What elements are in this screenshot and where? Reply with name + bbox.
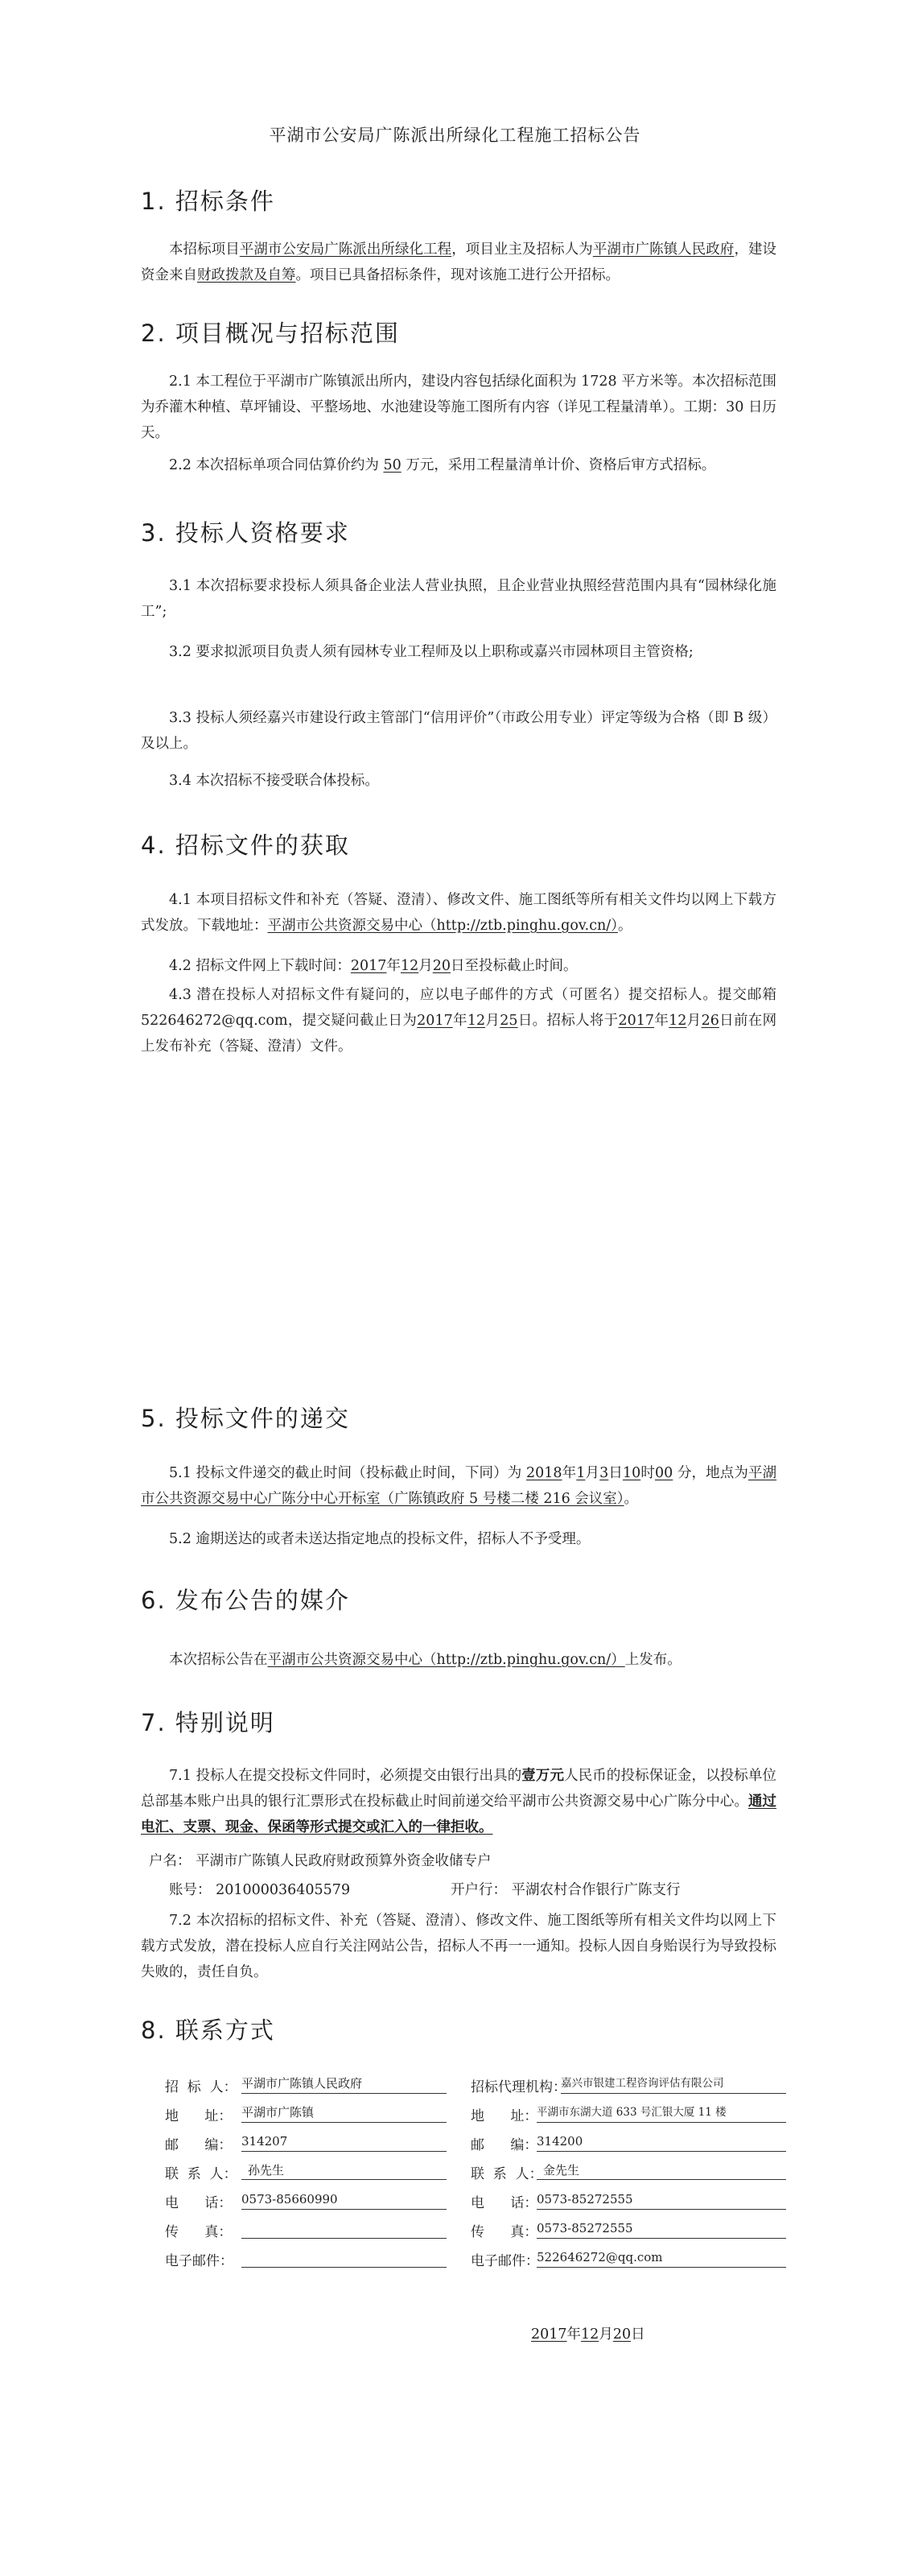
- contact-label: 地 址：: [471, 2108, 538, 2124]
- text-span: 4.2 招标文件网上下载时间：: [169, 958, 351, 974]
- text-span: 日: [517, 1013, 533, 1029]
- project-name: 平湖市公安局广陈派出所绿化工程: [239, 242, 452, 258]
- date-year: 2017: [618, 1013, 655, 1029]
- contact-row: [165, 2244, 793, 2273]
- text-span: 日: [631, 2326, 645, 2343]
- contact-row: [165, 2099, 793, 2128]
- section-5-para-1: [141, 1460, 776, 1512]
- section-8-heading: 8. 联系方式: [141, 2017, 275, 2044]
- contact-value: 314207: [241, 2132, 447, 2152]
- contact-label: 传 真：: [471, 2224, 538, 2240]
- contact-value: [241, 2248, 447, 2268]
- section-4-para-3: [141, 982, 776, 1059]
- contact-value: 金先生: [537, 2161, 786, 2180]
- contact-value: 522646272@qq.com: [537, 2248, 786, 2268]
- bank-name: 开户行： 平湖农村合作银行广陈支行: [451, 1882, 681, 1898]
- section-7-para-1: [141, 1763, 776, 1840]
- text-span: 年: [654, 1013, 669, 1029]
- contact-row: [165, 2070, 793, 2099]
- text-span: 时: [640, 1465, 655, 1481]
- section-3-para-4: 3.4 本次招标不接受联合体投标。: [169, 773, 379, 789]
- text-span: 7.1 投标人在提交投标文件同时，必须提交由银行出具的: [169, 1768, 522, 1784]
- section-4-para-1: [141, 887, 776, 939]
- text-span: 人民币的投标保证金，以投标单位总部基本账户出具的银行汇票形式在投标截止时间前递交给平湖市公共资源交易中心广陈分中心。: [141, 1768, 777, 1810]
- date-year: 2017: [417, 1013, 453, 1029]
- section-5-heading: 5. 投标文件的递交: [141, 1405, 350, 1432]
- section-4-heading: 4. 招标文件的获取: [141, 832, 350, 859]
- document-title: 平湖市公安局广陈派出所绿化工程施工招标公告: [269, 126, 641, 145]
- contact-value: 0573-85272555: [537, 2219, 786, 2239]
- text-span: 月: [485, 1013, 500, 1029]
- date-day: 26: [701, 1013, 719, 1029]
- contact-label: 电子邮件：: [165, 2253, 233, 2269]
- text-span: 4.3 潜在投标人对招标文件有疑问的，应以电子邮件的方式（可匿名）提交招标人。提交邮箱 522646272@qq.com，提交疑问截止日为: [141, 987, 776, 1029]
- contact-row: [165, 2186, 793, 2215]
- contact-label: 邮 编：: [471, 2137, 538, 2153]
- time-hour: 10: [623, 1465, 641, 1481]
- date-year: 2017: [350, 958, 387, 974]
- text-span: 年: [566, 2326, 582, 2343]
- text-span: 年: [562, 1465, 577, 1481]
- download-link[interactable]: 平湖市公共资源交易中心（http://ztb.pinghu.gov.cn/）: [267, 918, 618, 934]
- text-span: 日前在网上发布补充（答疑、澄清）文件。: [141, 1013, 777, 1055]
- contact-value: 314200: [537, 2132, 786, 2152]
- section-2-para-2: [141, 452, 776, 478]
- section-6-text: [141, 1647, 776, 1673]
- section-5-para-2: 5.2 逾期送达的或者未送达指定地点的投标文件，招标人不予受理。: [169, 1531, 591, 1547]
- contact-label: 地 址：: [165, 2108, 233, 2124]
- section-3-para-2: 3.2 要求拟派项目负责人须有园林专业工程师及以上职称或嘉兴市园林项目主管资格;: [169, 644, 694, 660]
- text-span: 分，地点为: [673, 1465, 748, 1481]
- contact-label: 联 系 人：: [471, 2166, 543, 2182]
- submission-place: 平湖市公共资源交易中心广陈分中心开标室（广陈镇政府 5 号楼二楼 216 会议室）: [141, 1465, 777, 1507]
- date-month: 1: [576, 1465, 586, 1481]
- contact-value: 平湖市东湖大道 633 号汇银大厦 11 楼: [537, 2103, 786, 2123]
- text-span: 月: [585, 1465, 600, 1481]
- section-1-text: [141, 237, 776, 288]
- text-span: 年: [452, 1013, 467, 1029]
- account-number: 账号： 201000036405579: [169, 1882, 351, 1898]
- section-3-para-3: 3.3 投标人须经嘉兴市建设行政主管部门“信用评价”（市政公用专业）评定等级为合格（即 B 级）及以上。: [141, 710, 776, 752]
- date-day: 20: [612, 2326, 632, 2343]
- text-span: ，项目业主及招标人为: [451, 242, 593, 258]
- text-span: 万元，采用工程量清单计价、资格后审方式招标。: [401, 457, 716, 473]
- text-span: 4.1 本项目招标文件和补充（答疑、澄清）、修改文件、施工图纸等所有相关文件均以网上下载方式发放。下载地址：: [141, 892, 776, 934]
- text-span: ，建设资金来自: [141, 242, 777, 283]
- text-span: 。招标人将于: [532, 1013, 619, 1029]
- date-month: 12: [400, 958, 419, 974]
- section-3-heading: 3. 投标人资格要求: [141, 519, 350, 547]
- contact-table: [165, 2070, 793, 2273]
- date-month: 12: [467, 1013, 486, 1029]
- section-2-para-1: 2.1 本工程位于平湖市广陈镇派出所内，建设内容包括绿化面积为 1728 平方米等。本次招标范围为乔灌木种植、草坪铺设、平整场地、水池建设等施工图所有内容（详见工程量清单）。工期：30 日历天。: [141, 374, 776, 441]
- estimated-amount: 50: [383, 457, 401, 473]
- section-1-heading: 1. 招标条件: [141, 188, 275, 215]
- text-span: 。: [624, 1491, 639, 1507]
- rejection-note: 通过电汇、支票、现金、保函等形式提交或汇入的一律拒收。: [141, 1794, 777, 1835]
- date-day: 3: [599, 1465, 609, 1481]
- text-span: 。: [617, 918, 632, 934]
- contact-label: 邮 编：: [165, 2137, 233, 2153]
- contact-label: 招标代理机构：: [471, 2079, 566, 2095]
- fund-source: 财政拨款及自筹: [197, 267, 296, 283]
- text-span: 年: [386, 958, 401, 974]
- section-2-heading: 2. 项目概况与招标范围: [141, 320, 400, 347]
- section-4-para-2: [141, 953, 776, 979]
- text-span: 月: [418, 958, 433, 974]
- date-month: 12: [669, 1013, 687, 1029]
- section-7-para-2: 7.2 本次招标的招标文件、补充（答疑、澄清）、修改文件、施工图纸等所有相关文件均以网上下载方式发放，潜在投标人应自行关注网站公告，招标人不再一一通知。投标人因自身贻误行为导致投标失败的，责任自负。: [141, 1913, 776, 1980]
- date-month: 12: [581, 2326, 599, 2343]
- text-span: 月: [686, 1013, 702, 1029]
- contact-value: 0573-85660990: [241, 2190, 447, 2210]
- text-span: 日: [608, 1465, 623, 1481]
- contact-label: 传 真：: [165, 2224, 233, 2240]
- text-span: 上发布。: [624, 1652, 681, 1668]
- time-minute: 00: [655, 1465, 673, 1481]
- text-span: 5.1 投标文件递交的截止时间（投标截止时间，下同）为: [169, 1465, 527, 1481]
- contact-label: 招 标 人：: [165, 2079, 237, 2095]
- text-span: 日至投标截止时间。: [451, 958, 578, 974]
- contact-value: [241, 2219, 447, 2239]
- contact-label: 电 话：: [471, 2195, 538, 2211]
- contact-label: 电子邮件：: [471, 2253, 539, 2269]
- text-span: 本次招标公告在: [169, 1652, 268, 1668]
- section-7-heading: 7. 特别说明: [141, 1709, 275, 1736]
- owner-name: 平湖市广陈镇人民政府: [592, 242, 735, 258]
- text-span: 本招标项目: [169, 242, 240, 258]
- date-year: 2017: [531, 2326, 567, 2343]
- date-year: 2018: [526, 1465, 562, 1481]
- text-span: 。项目已具备招标条件，现对该施工进行公开招标。: [295, 267, 620, 283]
- section-3-para-1: 3.1 本次招标要求投标人须具备企业法人营业执照，且企业营业执照经营范围内具有“园林绿化施工”;: [141, 578, 776, 620]
- issue-date: [531, 2323, 645, 2343]
- contact-row: [165, 2215, 793, 2244]
- contact-value: 嘉兴市银建工程咨询评估有限公司: [561, 2074, 786, 2094]
- contact-label: 电 话：: [165, 2195, 233, 2211]
- account-name: 户名： 平湖市广陈镇人民政府财政预算外资金收储专户: [149, 1853, 492, 1869]
- contact-row: [165, 2128, 793, 2157]
- date-day: 25: [500, 1013, 518, 1029]
- contact-value: 平湖市广陈镇: [241, 2103, 447, 2123]
- contact-label: 联 系 人：: [165, 2166, 237, 2182]
- contact-value: 平湖市广陈镇人民政府: [241, 2074, 447, 2094]
- contact-value: 孙先生: [241, 2161, 447, 2180]
- section-6-heading: 6. 发布公告的媒介: [141, 1587, 350, 1614]
- contact-value: 0573-85272555: [537, 2190, 786, 2210]
- date-day: 20: [432, 958, 451, 974]
- publish-link[interactable]: 平湖市公共资源交易中心（http://ztb.pinghu.gov.cn/）: [267, 1652, 625, 1668]
- contact-row: [165, 2157, 793, 2186]
- deposit-amount: 壹万元: [521, 1768, 565, 1784]
- text-span: 月: [599, 2326, 613, 2343]
- text-span: 2.2 本次招标单项合同估算价约为: [169, 457, 384, 473]
